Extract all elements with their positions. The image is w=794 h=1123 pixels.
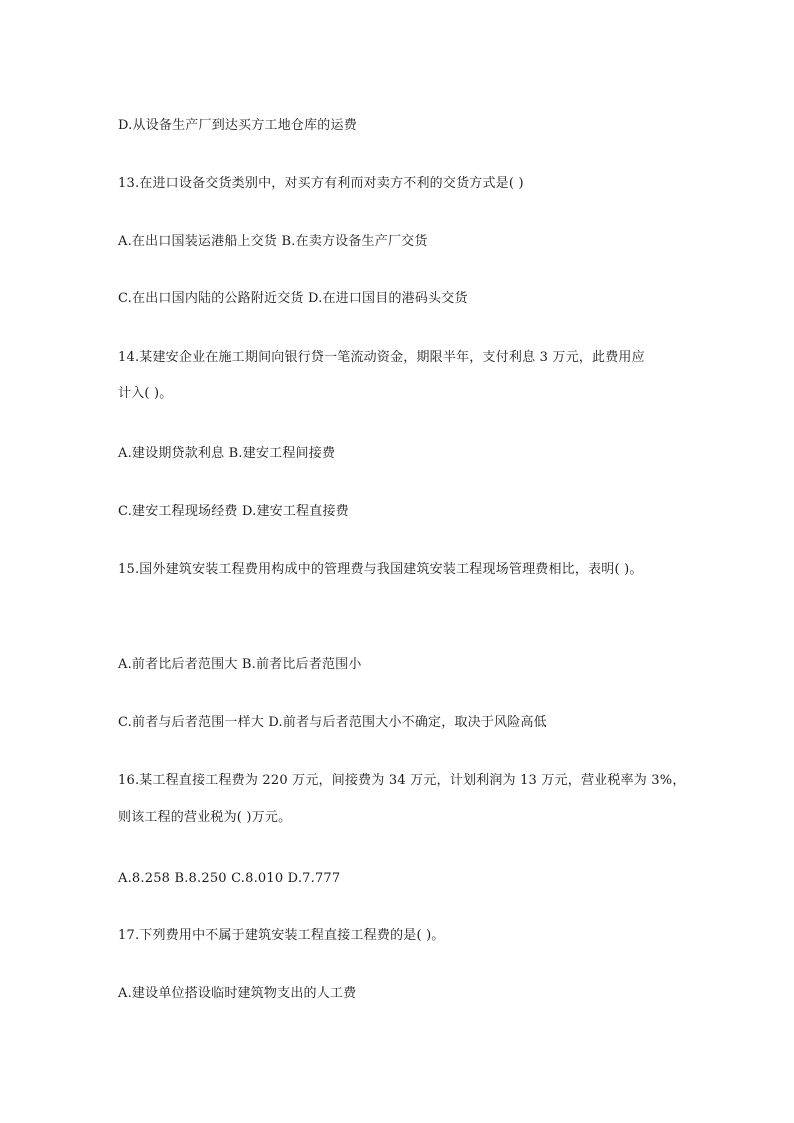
options-16: A.8.258 B.8.250 C.8.010 D.7.777 (118, 871, 341, 886)
option-line-12d: D.从设备生产厂到达买方工地仓库的运费 (118, 118, 357, 133)
question-17: 17.下列费用中不属于建筑安装工程直接工程费的是( )。 (118, 928, 445, 943)
question-15: 15.国外建筑安装工程费用构成中的管理费与我国建筑安装工程现场管理费相比，表明( )。 (118, 562, 643, 577)
options-17-a: A.建设单位搭设临时建筑物支出的人工费 (118, 986, 357, 1001)
question-13: 13.在进口设备交货类别中，对买方有利而对卖方不利的交货方式是( ) (118, 176, 524, 191)
options-14-ab: A.建设期贷款利息 B.建安工程间接费 (118, 446, 336, 461)
question-16: 16.某工程直接工程费为 220 万元，间接费为 34 万元，计划利润为 13 万元，营业税率为 3%， (118, 773, 686, 788)
question-14-continued: 计入( )。 (118, 386, 173, 401)
question-16-continued: 则该工程的营业税为( )万元。 (118, 810, 292, 825)
question-14: 14.某建安企业在施工期间向银行贷一笔流动资金，期限半年，支付利息 3 万元，此费用应 (118, 350, 645, 365)
options-15-cd: C.前者与后者范围一样大 D.前者与后者范围大小不确定，取决于风险高低 (118, 715, 547, 730)
options-14-cd: C.建安工程现场经费 D.建安工程直接费 (118, 504, 349, 519)
options-15-ab: A.前者比后者范围大 B.前者比后者范围小 (118, 657, 362, 672)
options-13-cd: C.在出口国内陆的公路附近交货 D.在进口国目的港码头交货 (118, 291, 468, 306)
options-13-ab: A.在出口国装运港船上交货 B.在卖方设备生产厂交货 (118, 234, 428, 249)
